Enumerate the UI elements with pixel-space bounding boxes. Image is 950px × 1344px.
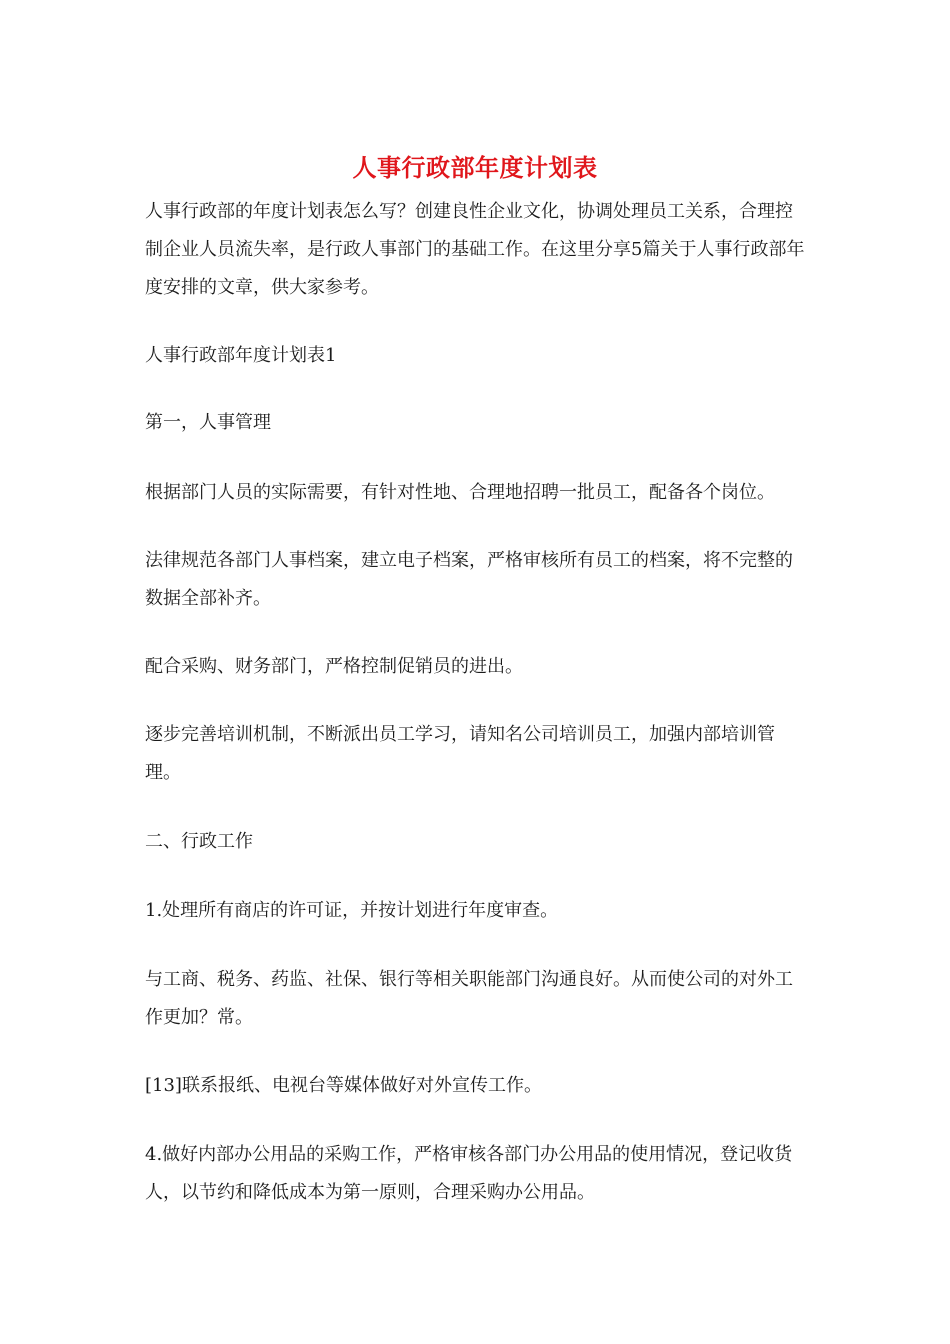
paragraph-recruitment: 根据部门人员的实际需要，有针对性地、合理地招聘一批员工，配备各个岗位。 [145, 482, 775, 503]
section-heading-plan-1: 人事行政部年度计划表1 [145, 345, 337, 366]
intro-paragraph: 人事行政部的年度计划表怎么写？创建良性企业文化，协调处理员工关系，合理控制企业人员流失率，是行政人事部门的基础工作。在这里分享5篇关于人事行政部年度安排的文章，供大家参考。 [145, 201, 805, 298]
paragraph-licenses: 1.处理所有商店的许可证，并按计划进行年度审查。 [145, 900, 559, 921]
paragraph-office-supplies: 4.做好内部办公用品的采购工作，严格审核各部门办公用品的使用情况，登记收货人，以节约和降低成本为第一原则，合理采购办公用品。 [145, 1144, 793, 1203]
paragraph-departments: 与工商、税务、药监、社保、银行等相关职能部门沟通良好。从而使公司的对外工作更加？常。 [145, 969, 793, 1028]
section-heading-personnel: 第一，人事管理 [145, 412, 271, 433]
document-title: 人事行政部年度计划表 [352, 154, 598, 182]
paragraph-promoters: 配合采购、财务部门，严格控制促销员的进出。 [145, 656, 523, 677]
paragraph-archives: 法律规范各部门人事档案，建立电子档案，严格审核所有员工的档案，将不完整的数据全部补齐。 [145, 550, 793, 609]
paragraph-media: [13]联系报纸、电视台等媒体做好对外宣传工作。 [145, 1075, 542, 1096]
paragraph-training: 逐步完善培训机制，不断派出员工学习，请知名公司培训员工，加强内部培训管理。 [145, 724, 775, 783]
section-heading-admin: 二、行政工作 [145, 831, 253, 852]
